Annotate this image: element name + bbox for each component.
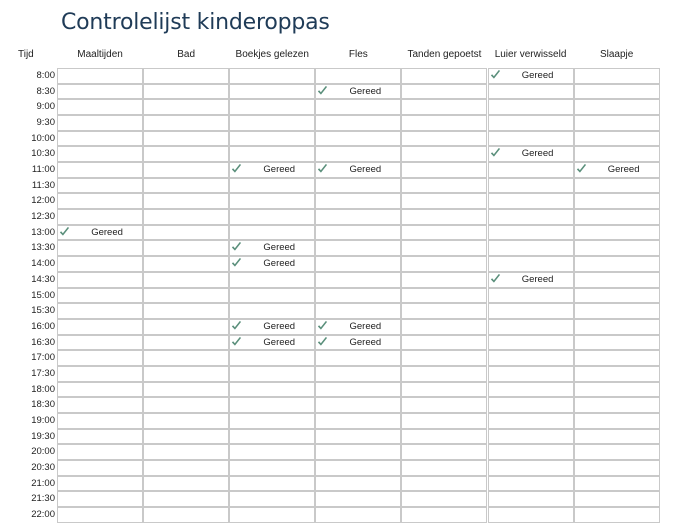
- table-row: [0, 444, 675, 460]
- checklist-cell[interactable]: [488, 272, 574, 288]
- checklist-cell[interactable]: [401, 288, 487, 304]
- time-label: 20:30: [31, 462, 55, 473]
- checklist-cell[interactable]: [143, 366, 229, 382]
- checklist-cell[interactable]: [401, 413, 487, 429]
- checklist-cell[interactable]: [488, 507, 574, 523]
- table-row: [0, 84, 675, 100]
- checklist-cell[interactable]: [57, 193, 143, 209]
- table-row: [0, 288, 675, 304]
- done-label: Gereed: [521, 148, 554, 160]
- checklist-cell[interactable]: [315, 240, 401, 256]
- checklist-cell[interactable]: [401, 444, 487, 460]
- checklist-cell[interactable]: [315, 256, 401, 272]
- checklist-cell[interactable]: [143, 288, 229, 304]
- checklist-cell[interactable]: [488, 491, 574, 507]
- checklist-cell[interactable]: [401, 256, 487, 272]
- checklist-cell[interactable]: [229, 429, 315, 445]
- checklist-cell[interactable]: [315, 413, 401, 429]
- checklist-cell[interactable]: [229, 240, 315, 256]
- checklist-cell[interactable]: [488, 397, 574, 413]
- checklist-cell[interactable]: [315, 68, 401, 84]
- checklist-cell[interactable]: [574, 146, 660, 162]
- checklist-cell[interactable]: [315, 193, 401, 209]
- table-row: [0, 272, 675, 288]
- checklist-cell[interactable]: [315, 272, 401, 288]
- checklist-cell[interactable]: [488, 68, 574, 84]
- checklist-cell[interactable]: [229, 146, 315, 162]
- checklist-cell[interactable]: [574, 366, 660, 382]
- checklist-cell[interactable]: [143, 193, 229, 209]
- checklist-cell[interactable]: [229, 162, 315, 178]
- checklist-cell[interactable]: [401, 350, 487, 366]
- checkmark-icon: [317, 336, 328, 348]
- checklist-cell[interactable]: [143, 444, 229, 460]
- checklist-cell[interactable]: [229, 350, 315, 366]
- checklist-cell[interactable]: [143, 460, 229, 476]
- checklist-cell[interactable]: [143, 115, 229, 131]
- checklist-cell[interactable]: [143, 272, 229, 288]
- checklist-cell[interactable]: [143, 68, 229, 84]
- checklist-cell[interactable]: [229, 131, 315, 147]
- checklist-cell[interactable]: [229, 303, 315, 319]
- checklist-cell[interactable]: [574, 507, 660, 523]
- checkmark-icon: [231, 163, 242, 175]
- time-label: 11:30: [31, 179, 55, 191]
- checklist-cell[interactable]: [574, 335, 660, 351]
- checklist-cell[interactable]: [229, 491, 315, 507]
- checklist-cell[interactable]: [143, 491, 229, 507]
- checkmark-icon: [490, 69, 501, 81]
- checklist-cell[interactable]: [143, 256, 229, 272]
- checklist-cell[interactable]: [229, 99, 315, 115]
- checklist-cell[interactable]: [143, 303, 229, 319]
- checklist-cell[interactable]: [143, 209, 229, 225]
- checklist-cell[interactable]: [229, 115, 315, 131]
- checkmark-icon: [231, 320, 242, 332]
- done-label: Gereed: [263, 258, 296, 270]
- checklist-cell[interactable]: [488, 146, 574, 162]
- checklist-cell[interactable]: [401, 476, 487, 492]
- checklist-cell[interactable]: [315, 382, 401, 398]
- checklist-cell[interactable]: [488, 162, 574, 178]
- checklist-cell[interactable]: [488, 225, 574, 241]
- checklist-cell[interactable]: [229, 460, 315, 476]
- checklist-cell[interactable]: [401, 397, 487, 413]
- table-row: [0, 397, 675, 413]
- checklist-cell[interactable]: [401, 178, 487, 194]
- checklist-cell[interactable]: [488, 288, 574, 304]
- checklist-cell[interactable]: [315, 335, 401, 351]
- checklist-cell[interactable]: [57, 413, 143, 429]
- checklist-cell[interactable]: [488, 115, 574, 131]
- checklist-cell[interactable]: [574, 256, 660, 272]
- time-label: 18:00: [31, 383, 55, 395]
- checklist-cell[interactable]: [315, 350, 401, 366]
- table-row: [0, 335, 675, 351]
- checklist-cell[interactable]: [315, 460, 401, 476]
- checklist-cell[interactable]: [143, 429, 229, 445]
- table-row: [0, 429, 675, 445]
- checklist-cell[interactable]: [143, 350, 229, 366]
- checklist-cell[interactable]: [57, 99, 143, 115]
- checklist-cell[interactable]: [488, 131, 574, 147]
- checklist-cell[interactable]: [574, 84, 660, 100]
- checklist-cell[interactable]: [315, 366, 401, 382]
- checklist-cell[interactable]: [574, 319, 660, 335]
- checklist-cell[interactable]: [57, 240, 143, 256]
- time-label: 17:30: [31, 367, 55, 379]
- checklist-cell[interactable]: [229, 225, 315, 241]
- checklist-cell[interactable]: [574, 288, 660, 304]
- checklist-cell[interactable]: [401, 68, 487, 84]
- checklist-cell[interactable]: [229, 319, 315, 335]
- checkmark-icon: [317, 163, 328, 175]
- checklist-cell[interactable]: [57, 178, 143, 194]
- checklist-cell[interactable]: [488, 319, 574, 335]
- checklist-cell[interactable]: [57, 507, 143, 523]
- checklist-cell[interactable]: [401, 303, 487, 319]
- checklist-cell[interactable]: [57, 288, 143, 304]
- checklist-cell[interactable]: [488, 429, 574, 445]
- checklist-cell[interactable]: [574, 209, 660, 225]
- table-row: [0, 225, 675, 241]
- checkmark-icon: [231, 257, 242, 269]
- checklist-cell[interactable]: [229, 68, 315, 84]
- checklist-cell[interactable]: [401, 335, 487, 351]
- checklist-cell[interactable]: [574, 225, 660, 241]
- checklist-cell[interactable]: [574, 382, 660, 398]
- checklist-cell[interactable]: [401, 115, 487, 131]
- checklist-cell[interactable]: [315, 99, 401, 115]
- time-label: 21:30: [31, 493, 55, 505]
- checklist-cell[interactable]: [574, 162, 660, 178]
- checklist-cell[interactable]: [143, 225, 229, 241]
- checklist-cell[interactable]: [57, 225, 143, 241]
- done-label: Gereed: [263, 242, 296, 254]
- checklist-cell[interactable]: [57, 444, 143, 460]
- time-label: 17:00: [31, 352, 55, 364]
- table-row: [0, 99, 675, 115]
- done-label: Gereed: [349, 336, 382, 348]
- checklist-cell[interactable]: [143, 162, 229, 178]
- checklist-cell[interactable]: [401, 225, 487, 241]
- checklist-cell[interactable]: [315, 209, 401, 225]
- time-label: 19:00: [31, 414, 55, 426]
- checklist-cell[interactable]: [574, 115, 660, 131]
- header-fles: Fles: [348, 49, 368, 60]
- checklist-cell[interactable]: [401, 272, 487, 288]
- table-row: [0, 240, 675, 256]
- checkmark-icon: [317, 320, 328, 332]
- time-label: 16:00: [31, 320, 55, 332]
- checklist-cell[interactable]: [488, 303, 574, 319]
- checklist-cell[interactable]: [229, 178, 315, 194]
- checkmark-icon: [490, 273, 501, 285]
- checklist-cell[interactable]: [401, 99, 487, 115]
- checklist-cell[interactable]: [488, 335, 574, 351]
- table-row: [0, 350, 675, 366]
- time-label: 13:30: [31, 242, 55, 254]
- done-label: Gereed: [349, 320, 382, 332]
- checklist-cell[interactable]: [315, 476, 401, 492]
- time-label: 21:00: [31, 477, 55, 489]
- checklist-cell[interactable]: [488, 460, 574, 476]
- checklist-cell[interactable]: [143, 413, 229, 429]
- checklist-cell[interactable]: [143, 319, 229, 335]
- checklist-cell[interactable]: [57, 382, 143, 398]
- checklist-cell[interactable]: [229, 209, 315, 225]
- checklist-cell[interactable]: [57, 476, 143, 492]
- checklist-cell[interactable]: [401, 84, 487, 100]
- checklist-cell[interactable]: [401, 131, 487, 147]
- checklist-cell[interactable]: [229, 193, 315, 209]
- checklist-cell[interactable]: [57, 366, 143, 382]
- checklist-cell[interactable]: [488, 99, 574, 115]
- checklist-cell[interactable]: [315, 491, 401, 507]
- checklist-cell[interactable]: [574, 131, 660, 147]
- checklist-cell[interactable]: [57, 319, 143, 335]
- checklist-cell[interactable]: [229, 272, 315, 288]
- done-label: Gereed: [263, 320, 296, 332]
- checklist-cell[interactable]: [488, 366, 574, 382]
- checklist-cell[interactable]: [143, 335, 229, 351]
- checklist-cell[interactable]: [574, 476, 660, 492]
- checklist-cell[interactable]: [143, 99, 229, 115]
- header-luier-verwisseld: Luier verwisseld: [494, 49, 567, 60]
- checkmark-icon: [231, 241, 242, 253]
- table-row: [0, 193, 675, 209]
- checklist-cell[interactable]: [229, 476, 315, 492]
- checklist-cell[interactable]: [401, 429, 487, 445]
- checklist-cell[interactable]: [488, 350, 574, 366]
- checklist-cell[interactable]: [315, 303, 401, 319]
- time-label: 8:30: [36, 85, 55, 97]
- checklist-cell[interactable]: [143, 507, 229, 523]
- checklist-cell[interactable]: [401, 460, 487, 476]
- checklist-cell[interactable]: [315, 429, 401, 445]
- checklist-cell[interactable]: [401, 366, 487, 382]
- checklist-cell[interactable]: [574, 303, 660, 319]
- checklist-cell[interactable]: [488, 256, 574, 272]
- checklist-cell[interactable]: [57, 335, 143, 351]
- checklist-cell[interactable]: [574, 272, 660, 288]
- checklist-cell[interactable]: [57, 84, 143, 100]
- time-label: 9:30: [36, 117, 55, 129]
- done-label: Gereed: [349, 164, 382, 176]
- table-row: [0, 491, 675, 507]
- checklist-cell[interactable]: [57, 146, 143, 162]
- checklist-cell[interactable]: [574, 444, 660, 460]
- table-row: [0, 209, 675, 225]
- checklist-cell[interactable]: [574, 397, 660, 413]
- checklist-cell[interactable]: [229, 507, 315, 523]
- checklist-cell[interactable]: [574, 99, 660, 115]
- table-row: [0, 460, 675, 476]
- checklist-cell[interactable]: [401, 146, 487, 162]
- header-slaapje: Slaapje: [599, 49, 634, 60]
- table-row: [0, 256, 675, 272]
- checklist-cell[interactable]: [57, 162, 143, 178]
- header-tanden-gepoetst: Tanden gepoetst: [407, 49, 482, 60]
- checklist-cell[interactable]: [143, 84, 229, 100]
- checklist-cell[interactable]: [57, 131, 143, 147]
- table-row: [0, 115, 675, 131]
- time-label: 19:30: [31, 430, 55, 442]
- checklist-cell[interactable]: [315, 397, 401, 413]
- checklist-cell[interactable]: [574, 68, 660, 84]
- table-row: [0, 413, 675, 429]
- time-label: 22:00: [31, 509, 55, 521]
- time-label: 15:00: [31, 289, 55, 301]
- checklist-cell[interactable]: [57, 68, 143, 84]
- table-row: [0, 162, 675, 178]
- checklist-cell[interactable]: [143, 146, 229, 162]
- time-label: 10:00: [31, 132, 55, 144]
- header-time: Tijd: [18, 49, 34, 60]
- checklist-cell[interactable]: [574, 350, 660, 366]
- checklist-cell[interactable]: [488, 209, 574, 225]
- header-maaltijden: Maaltijden: [77, 49, 123, 60]
- checklist-cell[interactable]: [488, 84, 574, 100]
- done-label: Gereed: [607, 164, 640, 176]
- table-row: [0, 146, 675, 162]
- time-label: 8:00: [36, 70, 55, 81]
- done-label: Gereed: [263, 164, 296, 176]
- checklist-cell[interactable]: [57, 303, 143, 319]
- checklist-cell[interactable]: [57, 115, 143, 131]
- done-label: Gereed: [263, 336, 296, 348]
- time-label: 10:30: [31, 148, 55, 160]
- time-label: 14:00: [31, 258, 55, 270]
- checklist-cell[interactable]: [229, 335, 315, 351]
- time-label: 9:00: [36, 101, 55, 113]
- table-row: [0, 476, 675, 492]
- checklist-cell[interactable]: [401, 491, 487, 507]
- table-row: [0, 382, 675, 398]
- checklist-cell[interactable]: [574, 193, 660, 209]
- page-title: Controlelijst kinderoppas: [61, 10, 330, 35]
- time-label: 11:00: [31, 164, 55, 176]
- checklist-cell[interactable]: [57, 350, 143, 366]
- table-row: [0, 507, 675, 523]
- checklist-cell[interactable]: [57, 272, 143, 288]
- checklist-cell[interactable]: [143, 476, 229, 492]
- checklist-cell[interactable]: [229, 382, 315, 398]
- done-label: Gereed: [349, 85, 382, 97]
- done-label: Gereed: [521, 273, 554, 285]
- checkmark-icon: [59, 226, 70, 238]
- checklist-cell[interactable]: [143, 131, 229, 147]
- checklist-cell[interactable]: [143, 382, 229, 398]
- checklist-cell[interactable]: [315, 319, 401, 335]
- header-boekjes-gelezen: Boekjes gelezen: [235, 49, 309, 60]
- checklist-cell[interactable]: [143, 397, 229, 413]
- checklist-cell[interactable]: [143, 240, 229, 256]
- checklist-cell[interactable]: [574, 240, 660, 256]
- checklist-cell[interactable]: [315, 115, 401, 131]
- table-row: [0, 303, 675, 319]
- checklist-cell[interactable]: [57, 256, 143, 272]
- checklist-cell[interactable]: [57, 429, 143, 445]
- checklist-cell[interactable]: [315, 178, 401, 194]
- checkmark-icon: [490, 147, 501, 159]
- checklist-cell[interactable]: [315, 288, 401, 304]
- table-row: [0, 131, 675, 147]
- table-row: [0, 366, 675, 382]
- checklist-cell[interactable]: [57, 460, 143, 476]
- checklist-cell[interactable]: [57, 491, 143, 507]
- checkmark-icon: [576, 163, 587, 175]
- checklist-cell[interactable]: [315, 162, 401, 178]
- checklist-cell[interactable]: [229, 256, 315, 272]
- checkmark-icon: [317, 85, 328, 97]
- time-label: 16:30: [31, 336, 55, 348]
- checklist-cell[interactable]: [401, 193, 487, 209]
- checklist-cell[interactable]: [574, 491, 660, 507]
- time-label: 14:30: [31, 273, 55, 285]
- table-row: [0, 68, 675, 84]
- checklist-cell[interactable]: [229, 413, 315, 429]
- checklist-cell[interactable]: [57, 209, 143, 225]
- checklist-cell[interactable]: [488, 382, 574, 398]
- checklist-cell[interactable]: [488, 178, 574, 194]
- checklist-cell[interactable]: [143, 178, 229, 194]
- checklist-cell[interactable]: [401, 382, 487, 398]
- checklist-cell[interactable]: [315, 84, 401, 100]
- checklist-cell[interactable]: [401, 209, 487, 225]
- checkmark-icon: [231, 336, 242, 348]
- checklist-cell[interactable]: [401, 162, 487, 178]
- time-label: 15:30: [31, 305, 55, 317]
- checklist-cell[interactable]: [488, 193, 574, 209]
- checklist-cell[interactable]: [488, 413, 574, 429]
- checklist-cell[interactable]: [315, 225, 401, 241]
- done-label: Gereed: [91, 226, 123, 238]
- checklist-cell[interactable]: [574, 460, 660, 476]
- checklist-cell[interactable]: [401, 240, 487, 256]
- header-bad: Bad: [177, 49, 196, 60]
- time-label: 12:30: [31, 211, 55, 223]
- checklist-cell[interactable]: [574, 178, 660, 194]
- checklist-cell[interactable]: [229, 366, 315, 382]
- checklist-cell[interactable]: [57, 397, 143, 413]
- time-label: 12:00: [31, 195, 55, 207]
- checklist-cell[interactable]: [315, 131, 401, 147]
- time-label: 18:30: [31, 399, 55, 411]
- checklist-cell[interactable]: [315, 444, 401, 460]
- checklist-cell[interactable]: [574, 429, 660, 445]
- checklist-cell[interactable]: [229, 444, 315, 460]
- checklist-cell[interactable]: [488, 444, 574, 460]
- checklist-cell[interactable]: [574, 413, 660, 429]
- table-row: [0, 319, 675, 335]
- time-label: 13:00: [31, 226, 55, 238]
- checklist-cell[interactable]: [229, 397, 315, 413]
- table-header: [0, 44, 675, 68]
- time-label: 20:00: [31, 446, 55, 458]
- table-row: [0, 178, 675, 194]
- checklist-cell[interactable]: [315, 146, 401, 162]
- done-label: Gereed: [521, 70, 554, 81]
- checklist-cell[interactable]: [488, 476, 574, 492]
- checklist-cell[interactable]: [488, 240, 574, 256]
- checklist-cell[interactable]: [315, 507, 401, 523]
- checklist-cell[interactable]: [229, 288, 315, 304]
- checklist-cell[interactable]: [401, 507, 487, 523]
- checklist-cell[interactable]: [229, 84, 315, 100]
- checklist-cell[interactable]: [401, 319, 487, 335]
